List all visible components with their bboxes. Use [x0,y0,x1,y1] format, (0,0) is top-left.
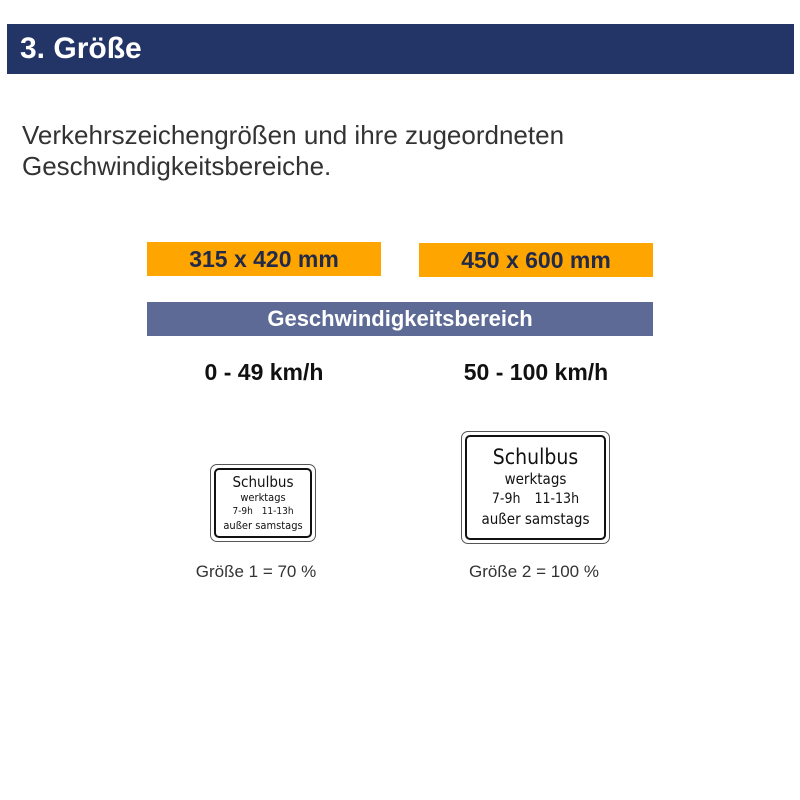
speed-range-2: 50 - 100 km/h [463,359,609,385]
sign-line-times: 7-9h 11-13h [491,491,580,507]
sign-line-schulbus: Schulbus [232,472,294,491]
sign-line-werktags: werktags [240,490,286,504]
sign-line-times: 7-9h 11-13h [232,505,294,517]
size-caption-2: Größe 2 = 100 % [469,562,599,581]
sign-line-ausser-samstags: außer samstags [223,518,303,532]
size-badge-2: 450 x 600 mm [419,243,653,277]
sign-face [214,468,312,538]
section-header [7,24,794,74]
intro-text: Verkehrszeichengrößen und ihre zugeordneten Geschwindigkeitsbereiche. [22,120,565,181]
size-badge-1: 315 x 420 mm [147,242,381,276]
speed-range-header: Geschwindigkeitsbereich [147,302,653,336]
size-caption-1: Größe 1 = 70 % [195,562,317,581]
section-title: 3. Größe [20,32,142,65]
sign-line-ausser-samstags: außer samstags [481,510,590,528]
sign-face [465,435,606,540]
traffic-sign-small [210,464,316,542]
speed-range-1: 0 - 49 km/h [204,359,324,385]
traffic-sign-large [461,431,610,544]
sign-line-schulbus: Schulbus [492,445,579,469]
sign-line-werktags: werktags [504,470,567,488]
